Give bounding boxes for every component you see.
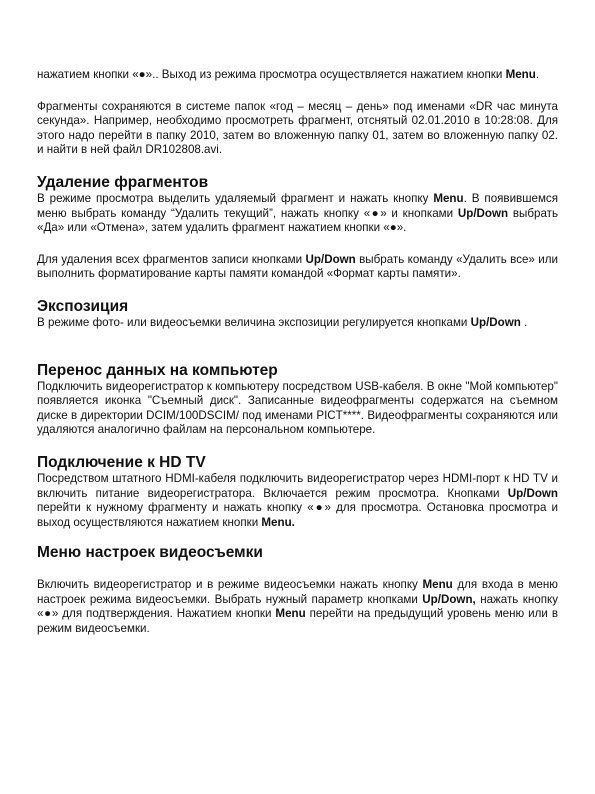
heading-exposure: Экспозиция (37, 297, 129, 315)
heading-video-settings: Меню настроек видеосъемки (37, 544, 263, 562)
document-page (37, 66, 558, 637)
paragraph-view-exit: нажатием кнопки «●».. Выход из режима просмотра осуществляется нажатием кнопки Menu. (37, 68, 540, 81)
menu-key-label: Menu (505, 68, 536, 81)
paragraph-data-transfer: Подключить видеорегистратор к компьютеру посредством USB-кабеля. В окне "Мой компьютер" появляется иконка "Съемный диск". Записанные видеофрагменты содержатся на съемном диске в директории DCIM/100DSCIM/ под именами PICT****. Видеофрагменты сохраняются или удаляются аналогично файлам на персональном компьютере. (37, 379, 558, 437)
heading-data-transfer: Перенос данных на компьютер (37, 361, 278, 379)
paragraph-exposure: В режиме фото- или видеосъемки величина экспозиции регулируется кнопками Up/Down . (37, 315, 528, 329)
heading-hdtv: Подключение к HD TV (37, 453, 206, 471)
heading-delete-fragments: Удаление фрагментов (37, 173, 209, 191)
paragraph-video-settings: Включить видеорегистратор и в режиме видеосъемки нажать кнопку Menu для входа в меню настроек режима видеосъемки. Выбрать нужный параметр кнопками Up/Down, нажать кнопку «●» для подтверждения. Нажатием кнопки Menu перейти на предыдущий уровень меню или в режим видеосъемки. (37, 578, 558, 636)
paragraph-folder-structure: Фрагменты сохраняются в системе папок «год – месяц – день» под именами «DR час минута секунда». Например, необходимо просмотреть фрагмент, отснятый 02.01.2010 в 10:28:08. Для этого надо перейти в папку 2010, затем во вложенную папку 01, затем во вложенную папку 02. и найти в ней файл DR102808.avi. (37, 99, 558, 157)
paragraph-delete-current: В режиме просмотра выделить удаляемый фрагмент и нажать кнопку Menu. В появившемся меню выбрать команду “Удалить текущий”, нажать кнопку «●» и кнопками Up/Down выбрать «Да» или «Отмена», затем удалить фрагмент нажатием кнопки «●». (37, 191, 559, 235)
paragraph-delete-all: Для удаления всех фрагментов записи кнопками Up/Down выбрать команду «Удалить все» или выполнить форматирование карты памяти командой «Формат карты памяти». (37, 252, 558, 281)
paragraph-hdtv: Посредством штатного HDMI-кабеля подключить видеорегистратор через HDMI-порт к HD TV и включить питание видеорегистратора. Включается режим просмотра. Кнопками Up/Down перейти к нужному фрагменту и нажать кнопку «●» для просмотра. Остановка просмотра и выход осуществляются нажатием кнопки Menu. (37, 471, 558, 529)
